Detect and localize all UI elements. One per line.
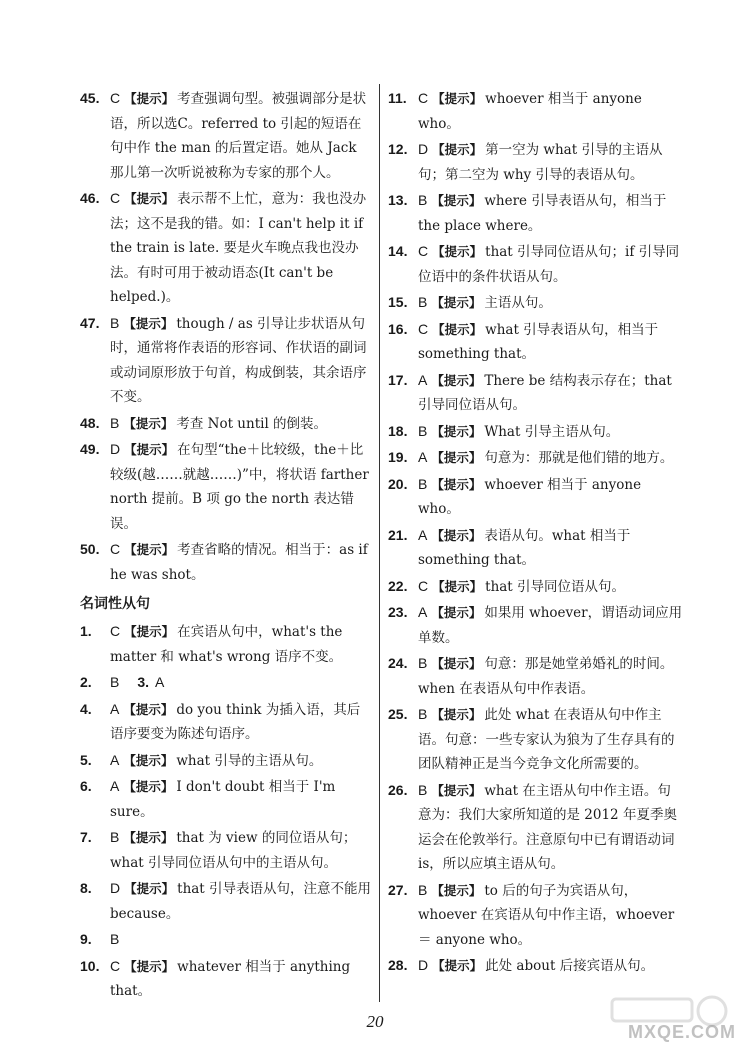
- answer-item: [388, 290, 684, 316]
- section-title: 名词性从句: [80, 596, 150, 612]
- question-number: 18.: [388, 422, 408, 439]
- question-number: 10.: [80, 957, 100, 974]
- answer-item: [80, 537, 373, 587]
- question-number: 48.: [80, 414, 100, 431]
- answer-letter: A: [418, 449, 428, 465]
- answer-item: [388, 953, 684, 979]
- hint-text: 表示帮不上忙，意为：我也没办法；这不是我的错。如：I can't help it if the train is late. 要是火车晚点我也没办法。有时可用于被动语态(It can't be helped.)。: [110, 191, 367, 305]
- answer-item: [80, 670, 373, 696]
- answer-item: [388, 600, 684, 650]
- answer-item: [80, 927, 373, 953]
- answer-item: [388, 702, 684, 777]
- hint-label: 【提示】: [432, 244, 483, 259]
- hint-text: that 引导同位语从句；if 引导同位语中的条件状语从句。: [418, 244, 680, 285]
- question-number: 50.: [80, 541, 100, 557]
- answer-letter: B: [418, 706, 428, 722]
- hint-label: 【提示】: [432, 321, 483, 337]
- page-number: 20: [366, 1012, 384, 1031]
- hint-label: 【提示】: [123, 315, 174, 331]
- hint-label: 【提示】: [432, 142, 483, 157]
- answer-item: [388, 472, 684, 522]
- question-number: 25.: [388, 706, 408, 722]
- hint-text: that 为 view 的同位语从句；what 引导同位语从句中的主语从句。: [110, 830, 357, 871]
- hint-label: 【提示】: [431, 882, 482, 898]
- hint-label: 【提示】: [431, 782, 482, 798]
- hint-label: 【提示】: [124, 624, 175, 639]
- hint-label: 【提示】: [432, 578, 483, 594]
- hint-label: 【提示】: [431, 656, 482, 671]
- question-number: 26.: [388, 781, 408, 798]
- answer-letter: C: [110, 90, 121, 106]
- right-column: [388, 86, 684, 980]
- answer-letter: A: [110, 751, 120, 768]
- question-number: 12.: [388, 141, 408, 157]
- question-number: 4.: [80, 700, 92, 717]
- hint-label: 【提示】: [431, 193, 482, 208]
- question-number: 11.: [388, 90, 407, 106]
- question-number: 1.: [80, 623, 92, 639]
- answer-item: [80, 774, 373, 824]
- hint-label: 【提示】: [123, 701, 174, 717]
- hint-text: 考查 Not until 的倒装。: [176, 415, 328, 432]
- question-number: 20.: [388, 475, 408, 492]
- answer-letter: C: [418, 577, 429, 594]
- answer-letter: B: [418, 655, 428, 671]
- answer-item: [80, 411, 373, 437]
- hint-text: 考查省略的情况。相当于：as if he was shot。: [110, 542, 368, 583]
- answer-letter: B: [418, 781, 428, 798]
- hint-text: 此处 what 在表语从句中作主语。句意：一些专家认为狼为了生存具有的团队精神正是当今竞争文化所需要的。: [418, 707, 675, 772]
- hint-label: 【提示】: [431, 527, 482, 543]
- answer-item: [80, 748, 373, 774]
- answer-letter: B: [418, 192, 428, 208]
- answer-letter: C: [418, 320, 429, 337]
- question-number: 45.: [80, 90, 100, 106]
- answer-letter: C: [110, 957, 121, 974]
- answer-item: [388, 368, 684, 418]
- answer-item: [80, 437, 373, 536]
- answer-item: [388, 317, 684, 367]
- hint-text: 第一空为 what 引导的主语从句；第二空为 why 引导的表语从句。: [418, 142, 663, 183]
- answer-item: [80, 186, 373, 310]
- answer-letter: A: [418, 604, 428, 620]
- hint-label: 【提示】: [432, 958, 483, 973]
- hint-text: 在句型“the＋比较级，the＋比较级(越……就越……)”中，将状语 farther north 提前。B 项 go the north 表达错误。: [110, 442, 369, 532]
- answer-item: [388, 778, 684, 877]
- answer-item: [80, 86, 373, 185]
- hint-text: what 在主语从句中作主语。句意为：我们大家所知道的是 2012 年夏季奥运会在伦敦举行。注意原句中已有谓语动词 is，所以应填主语从句。: [418, 782, 677, 872]
- question-number: 6.: [80, 778, 92, 794]
- answer-item: [388, 445, 684, 471]
- question-number: 21.: [388, 526, 408, 543]
- answer-item: [388, 651, 684, 701]
- hint-text: 句意：那是她堂弟婚礼的时间。when 在表语从句中作表语。: [418, 656, 674, 697]
- hint-text: though / as 引导让步状语从句时，通常将作表语的形容词、作状语的副词或动词原形放于句首，构成倒装，其余语序不变。: [110, 315, 367, 405]
- question-number: 49.: [80, 441, 100, 457]
- answer-letter: B: [110, 931, 120, 947]
- hint-text: 如果用 whoever，谓语动词应用单数。: [418, 605, 683, 646]
- answer-item: [80, 311, 373, 410]
- question-number: 24.: [388, 655, 408, 671]
- answer-letter: B: [418, 294, 428, 310]
- answer-letter: B: [418, 881, 428, 898]
- question-number: 23.: [388, 604, 408, 620]
- answer-letter: C: [418, 243, 429, 259]
- answer-letter: C: [110, 541, 121, 557]
- hint-label: 【提示】: [124, 442, 175, 457]
- answer-letter: B: [110, 674, 120, 690]
- question-number: 47.: [80, 314, 100, 331]
- question-number: 17.: [388, 371, 408, 388]
- hint-label: 【提示】: [124, 881, 175, 896]
- question-number: 8.: [80, 880, 92, 896]
- hint-label: 【提示】: [124, 191, 175, 206]
- hint-label: 【提示】: [432, 91, 483, 106]
- hint-text: whatever 相当于 anything that。: [110, 958, 351, 999]
- question-number: 9.: [80, 931, 92, 947]
- hint-text: what 引导的主语从句。: [176, 752, 323, 769]
- answer-item: [388, 86, 684, 136]
- hint-label: 【提示】: [431, 450, 482, 465]
- answer-letter: A: [418, 526, 428, 543]
- answer-letter: C: [110, 623, 121, 639]
- answer-letter: B: [110, 314, 120, 331]
- answer-item: [388, 419, 684, 445]
- answer-item: [388, 188, 684, 238]
- answer-letter: A: [110, 700, 120, 717]
- column-divider: [379, 84, 380, 1002]
- hint-text: that 引导表语从句，注意不能用 because。: [110, 881, 372, 922]
- hint-label: 【提示】: [431, 707, 482, 722]
- hint-label: 【提示】: [431, 605, 482, 620]
- hint-label: 【提示】: [431, 372, 482, 388]
- answer-item: [80, 876, 373, 926]
- question-number: 16.: [388, 320, 408, 337]
- question-number: 13.: [388, 192, 408, 208]
- answer-letter: D: [418, 957, 429, 973]
- question-number: 22.: [388, 577, 408, 594]
- question-number: 27.: [388, 881, 408, 898]
- hint-text: There be 结构表示存在；that 引导同位语从句。: [418, 372, 672, 413]
- answer-letter: B: [110, 414, 120, 431]
- answer-letter: C: [110, 190, 121, 206]
- hint-text: I don't doubt 相当于 I'm sure。: [110, 779, 336, 820]
- question-number: 7.: [80, 829, 92, 845]
- hint-text: to 后的句子为宾语从句，whoever 在宾语从句中作主语，whoever＝ anyone who。: [418, 882, 675, 948]
- answer-item: [388, 523, 684, 573]
- hint-text: 在宾语从句中，what's the matter 和 what's wrong 语序不变。: [110, 624, 343, 665]
- answer-letter: D: [110, 880, 121, 896]
- answer-letter: A: [418, 371, 428, 388]
- answer-item: [80, 619, 373, 669]
- hint-label: 【提示】: [431, 476, 482, 492]
- watermark-text: MXQE.COM: [627, 1022, 736, 1042]
- hint-label: 【提示】: [431, 423, 482, 439]
- answer-letter: D: [418, 141, 429, 157]
- hint-label: 【提示】: [124, 91, 175, 106]
- hint-text: 主语从句。: [484, 295, 552, 311]
- question-number: 2.: [80, 674, 92, 690]
- answer-letter: B: [110, 829, 120, 845]
- hint-text: 句意为：那就是他们错的地方。: [484, 450, 674, 466]
- hint-text: whoever 相当于 anyone who。: [418, 91, 642, 132]
- question-number: 15.: [388, 294, 408, 310]
- question-number: 28.: [388, 957, 408, 973]
- question-number: 3.: [137, 674, 150, 690]
- answer-letter: B: [418, 422, 428, 439]
- hint-label: 【提示】: [123, 830, 174, 845]
- answer-item: [80, 954, 373, 1004]
- hint-label: 【提示】: [123, 779, 174, 794]
- answer-letter: A: [110, 778, 120, 794]
- hint-text: whoever 相当于 anyone who。: [418, 476, 642, 517]
- question-number: 5.: [80, 751, 92, 768]
- hint-text: 考查强调句型。被强调部分是状语，所以选C。referred to 引起的短语在句中作 the man 的后置定语。她从 Jack 那儿第一次听说被称为专家的那个人。: [110, 91, 367, 181]
- answer-letter: D: [110, 441, 121, 457]
- answer-letter: C: [418, 90, 429, 106]
- left-column: [80, 86, 373, 1005]
- hint-text: 此处 about 后接宾语从句。: [485, 958, 655, 974]
- hint-text: do you think 为插入语，其后语序要变为陈述句语序。: [110, 701, 361, 742]
- hint-text: that 引导同位语从句。: [485, 578, 626, 595]
- left-answer-list: [80, 86, 373, 587]
- answer-letter: B: [418, 475, 428, 492]
- answer-item: [80, 825, 373, 875]
- hint-label: 【提示】: [123, 415, 174, 431]
- hint-text: where 引导表语从句，相当于 the place where。: [418, 193, 667, 234]
- section-answer-list: [80, 619, 373, 1004]
- hint-text: what 引导表语从句，相当于 something that。: [418, 321, 659, 362]
- question-number: 46.: [80, 190, 100, 206]
- answer-item: [388, 239, 684, 289]
- hint-label: 【提示】: [124, 542, 175, 557]
- hint-label: 【提示】: [124, 958, 175, 974]
- answer-item: [388, 878, 684, 953]
- answer-item: [80, 697, 373, 747]
- question-number: 19.: [388, 449, 408, 465]
- question-number: 14.: [388, 243, 408, 259]
- hint-label: 【提示】: [123, 752, 174, 768]
- hint-text: 表语从句。what 相当于 something that。: [418, 527, 631, 568]
- hint-text: What 引导主语从句。: [484, 423, 620, 440]
- answer-item: [388, 574, 684, 600]
- hint-label: 【提示】: [431, 295, 482, 310]
- answer-item: [388, 137, 684, 187]
- right-answer-list: [388, 86, 684, 979]
- answer-letter: A: [155, 674, 165, 690]
